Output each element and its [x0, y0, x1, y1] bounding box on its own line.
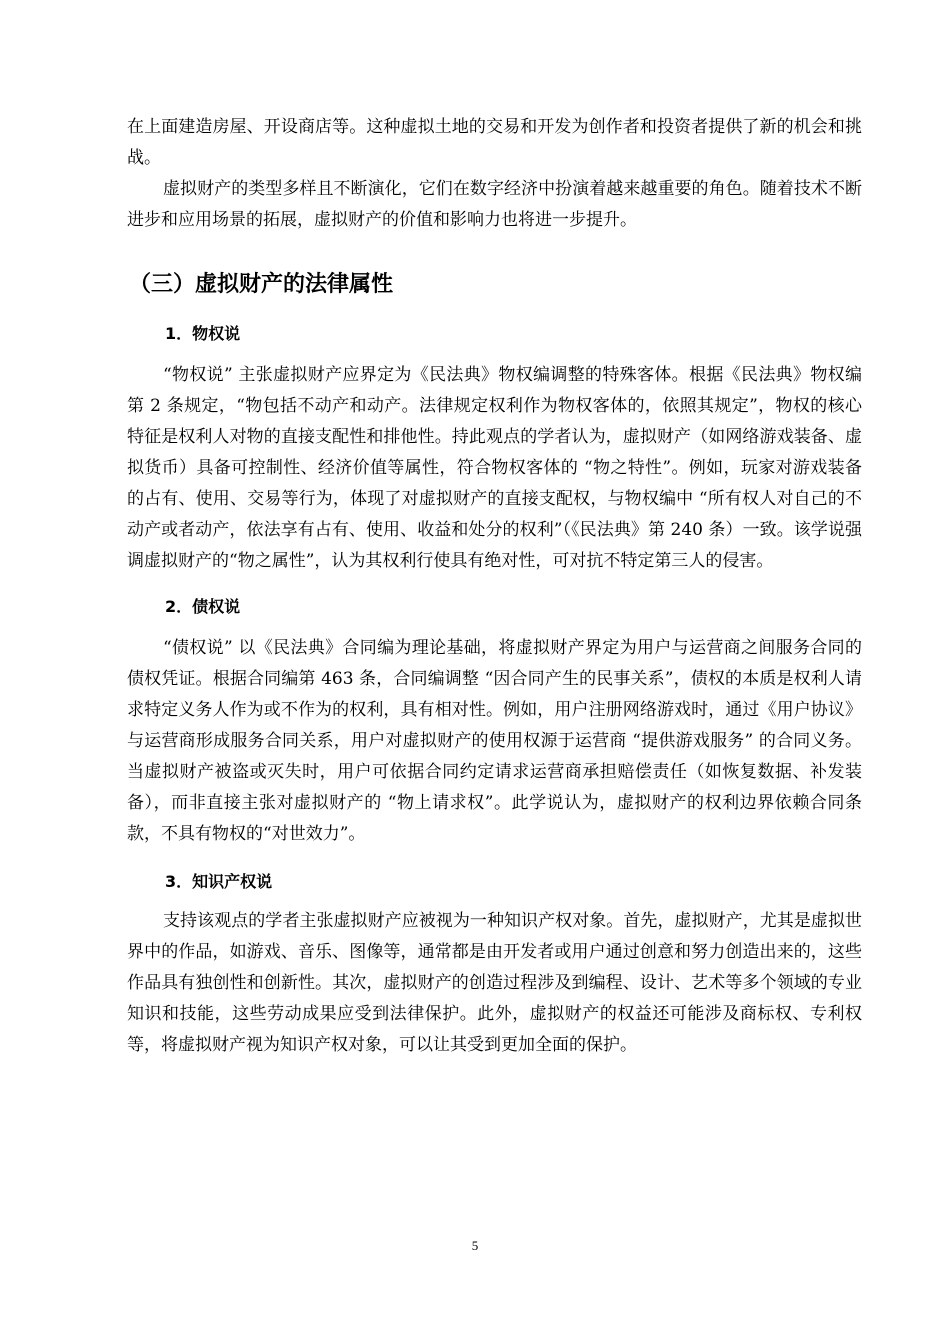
subsection-body-creditor-right: “债权说” 以《民法典》合同编为理论基础，将虚拟财产界定为用户与运营商之间服务合同的债权凭证。根据合同编第 463 条，合同编调整 “因合同产生的民事关系”，债权的本质是权利人请求特定义务人作为或不作为的权利，具有相对性。例如，用户注册网络游戏时，通过《用户协议》与运营商形成服务合同关系，用户对虚拟财产的使用权源于运营商 “提供游戏服务” 的合同义务。当虚拟财产被盗或灭失时，用户可依据合同约定请求运营商承担赔偿责任（如恢复数据、补发装备），而非直接主张对虚拟财产的 “物上请求权”。此学说认为，虚拟财产的权利边界依赖合同条款，不具有物权的“对世效力”。 [127, 638, 862, 844]
subsection-heading-intellectual-property: 3．知识产权说 [165, 872, 273, 891]
subsection-heading-property-right: 1．物权说 [165, 324, 241, 343]
body-paragraph: 在上面建造房屋、开设商店等。这种虚拟土地的交易和开发为创作者和投资者提供了新的机会和挑战。 [127, 117, 862, 168]
subsection-heading-creditor-right: 2．债权说 [165, 597, 241, 616]
body-paragraph: 虚拟财产的类型多样且不断演化，它们在数字经济中扮演着越来越重要的角色。随着技术不断进步和应用场景的拓展，虚拟财产的价值和影响力也将进一步提升。 [127, 179, 862, 230]
page-content [127, 112, 862, 1061]
subsection-body-property-right: “物权说” 主张虚拟财产应界定为《民法典》物权编调整的特殊客体。根据《民法典》物权编第 2 条规定，“物包括不动产和动产。法律规定权利作为物权客体的，依照其规定”，物权的核心特征是权利人对物的直接支配性和排他性。持此观点的学者认为，虚拟财产（如网络游戏装备、虚拟货币）具备可控制性、经济价值等属性，符合物权客体的 “物之特性”。例如，玩家对游戏装备的占有、使用、交易等行为，体现了对虚拟财产的直接支配权，与物权编中 “所有权人对自己的不动产或者动产，依法享有占有、使用、收益和处分的权利”（《民法典》第 240 条）一致。该学说强调虚拟财产的“物之属性”，认为其权利行使具有绝对性，可对抗不特定第三人的侵害。 [127, 365, 862, 571]
page-number: 5 [471, 1238, 479, 1253]
section-heading: （三）虚拟财产的法律属性 [129, 272, 394, 297]
subsection-body-intellectual-property: 支持该观点的学者主张虚拟财产应被视为一种知识产权对象。首先，虚拟财产，尤其是虚拟世界中的作品，如游戏、音乐、图像等，通常都是由开发者或用户通过创意和努力创造出来的，这些作品具有独创性和创新性。其次，虚拟财产的创造过程涉及到编程、设计、艺术等多个领域的专业知识和技能，这些劳动成果应受到法律保护。此外，虚拟财产的权益还可能涉及商标权、专利权等，将虚拟财产视为知识产权对象，可以让其受到更加全面的保护。 [127, 911, 862, 1055]
